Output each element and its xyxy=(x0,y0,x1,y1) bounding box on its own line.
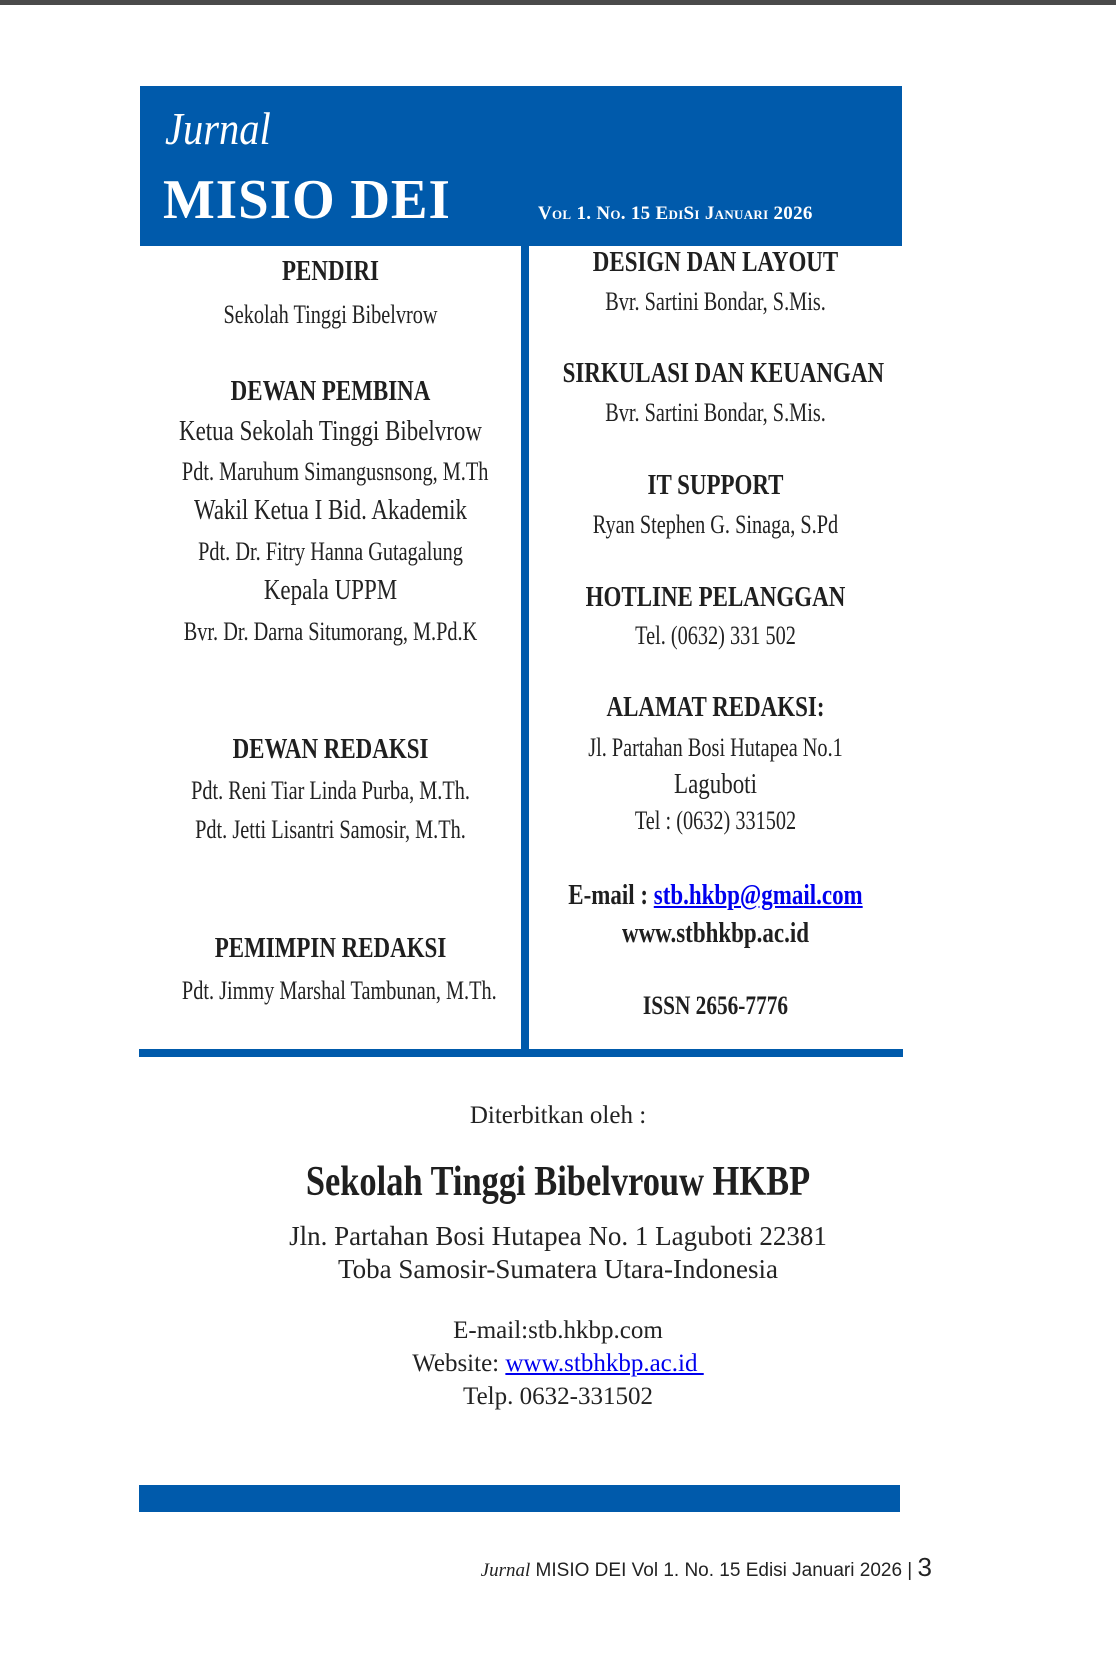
dewan-pembina-line: Pdt. Dr. Fitry Hanna Gutagalung xyxy=(198,537,463,566)
dewan-redaksi-line: Pdt. Reni Tiar Linda Purba, M.Th. xyxy=(191,776,470,805)
alamat-heading: ALAMAT REDAKSI: xyxy=(606,692,825,723)
publisher-email: E-mail:stb.hkbp.com xyxy=(453,1317,663,1344)
email-row xyxy=(563,880,869,912)
published-by-label: Diterbitkan oleh : xyxy=(469,1102,647,1129)
pemimpin-redaksi-line: Pdt. Jimmy Marshal Tambunan, M.Th. xyxy=(181,976,497,1005)
sirkulasi-heading: SIRKULASI DAN KEUANGAN xyxy=(562,358,885,389)
issn-text: ISSN 2656-7776 xyxy=(642,991,789,1020)
dewan-pembina-line: Wakil Ketua I Bid. Akademik xyxy=(194,495,467,526)
column-divider xyxy=(521,246,529,1052)
hotline-heading: HOTLINE PELANGGAN xyxy=(585,582,846,613)
journal-label: Jurnal xyxy=(165,103,271,154)
page-number: 3 xyxy=(917,1552,932,1582)
dewan-pembina-line: Kepala UPPM xyxy=(263,575,398,606)
design-heading: DESIGN DAN LAYOUT xyxy=(592,247,839,278)
email-link[interactable]: stb.hkbp@gmail.com xyxy=(653,880,863,911)
it-support-line: Ryan Stephen G. Sinaga, S.Pd xyxy=(592,510,839,539)
alamat-line: Laguboti xyxy=(674,769,757,800)
dewan-pembina-line: Ketua Sekolah Tinggi Bibelvrow xyxy=(179,416,482,447)
page-footer xyxy=(481,1552,932,1583)
website-label: Website: xyxy=(412,1350,506,1377)
pendiri-heading: PENDIRI xyxy=(282,256,379,287)
publisher-website-row xyxy=(0,1350,1116,1378)
dewan-pembina-heading: DEWAN PEMBINA xyxy=(230,376,431,407)
journal-title: MISIO DEI xyxy=(163,169,451,231)
pemimpin-redaksi-heading: PEMIMPIN REDAKSI xyxy=(214,933,447,964)
website-link[interactable]: www.stbhkbp.ac.id xyxy=(505,1350,704,1377)
footer-jurnal: Jurnal xyxy=(480,1560,531,1581)
publisher-address-2: Toba Samosir-Sumatera Utara-Indonesia xyxy=(338,1254,778,1284)
alamat-line: Tel : (0632) 331502 xyxy=(634,806,797,835)
it-support-heading: IT SUPPORT xyxy=(647,470,784,501)
publisher-phone: Telp. 0632-331502 xyxy=(463,1383,653,1410)
section-divider xyxy=(139,1049,903,1057)
right-column xyxy=(529,0,902,1049)
pendiri-line: Sekolah Tinggi Bibelvrow xyxy=(223,300,438,329)
volume-info: Vol 1. No. 15 EdiSi Januari 2026 xyxy=(538,203,813,224)
dewan-pembina-line: Pdt. Maruhum Simangusnsong, M.Th xyxy=(181,457,489,486)
design-line: Bvr. Sartini Bondar, S.Mis. xyxy=(605,287,826,316)
footer-text: MISIO DEI Vol 1. No. 15 Edisi Januari 2026 | xyxy=(530,1560,918,1581)
dewan-redaksi-heading: DEWAN REDAKSI xyxy=(232,734,429,765)
email-label: E-mail : xyxy=(568,880,654,911)
publisher-name: Sekolah Tinggi Bibelvrouw HKBP xyxy=(305,1159,811,1205)
publisher-address-1: Jln. Partahan Bosi Hutapea No. 1 Laguboti 22381 xyxy=(289,1221,827,1251)
dewan-redaksi-line: Pdt. Jetti Lisantri Samosir, M.Th. xyxy=(195,815,466,844)
left-column xyxy=(140,0,521,1049)
bottom-accent-bar xyxy=(139,1485,900,1512)
website-text: www.stbhkbp.ac.id xyxy=(622,918,809,949)
hotline-line: Tel. (0632) 331 502 xyxy=(635,621,796,650)
sirkulasi-line: Bvr. Sartini Bondar, S.Mis. xyxy=(605,398,826,427)
alamat-line: Jl. Partahan Bosi Hutapea No.1 xyxy=(588,733,843,762)
dewan-pembina-line: Bvr. Dr. Darna Situmorang, M.Pd.K xyxy=(183,617,478,646)
